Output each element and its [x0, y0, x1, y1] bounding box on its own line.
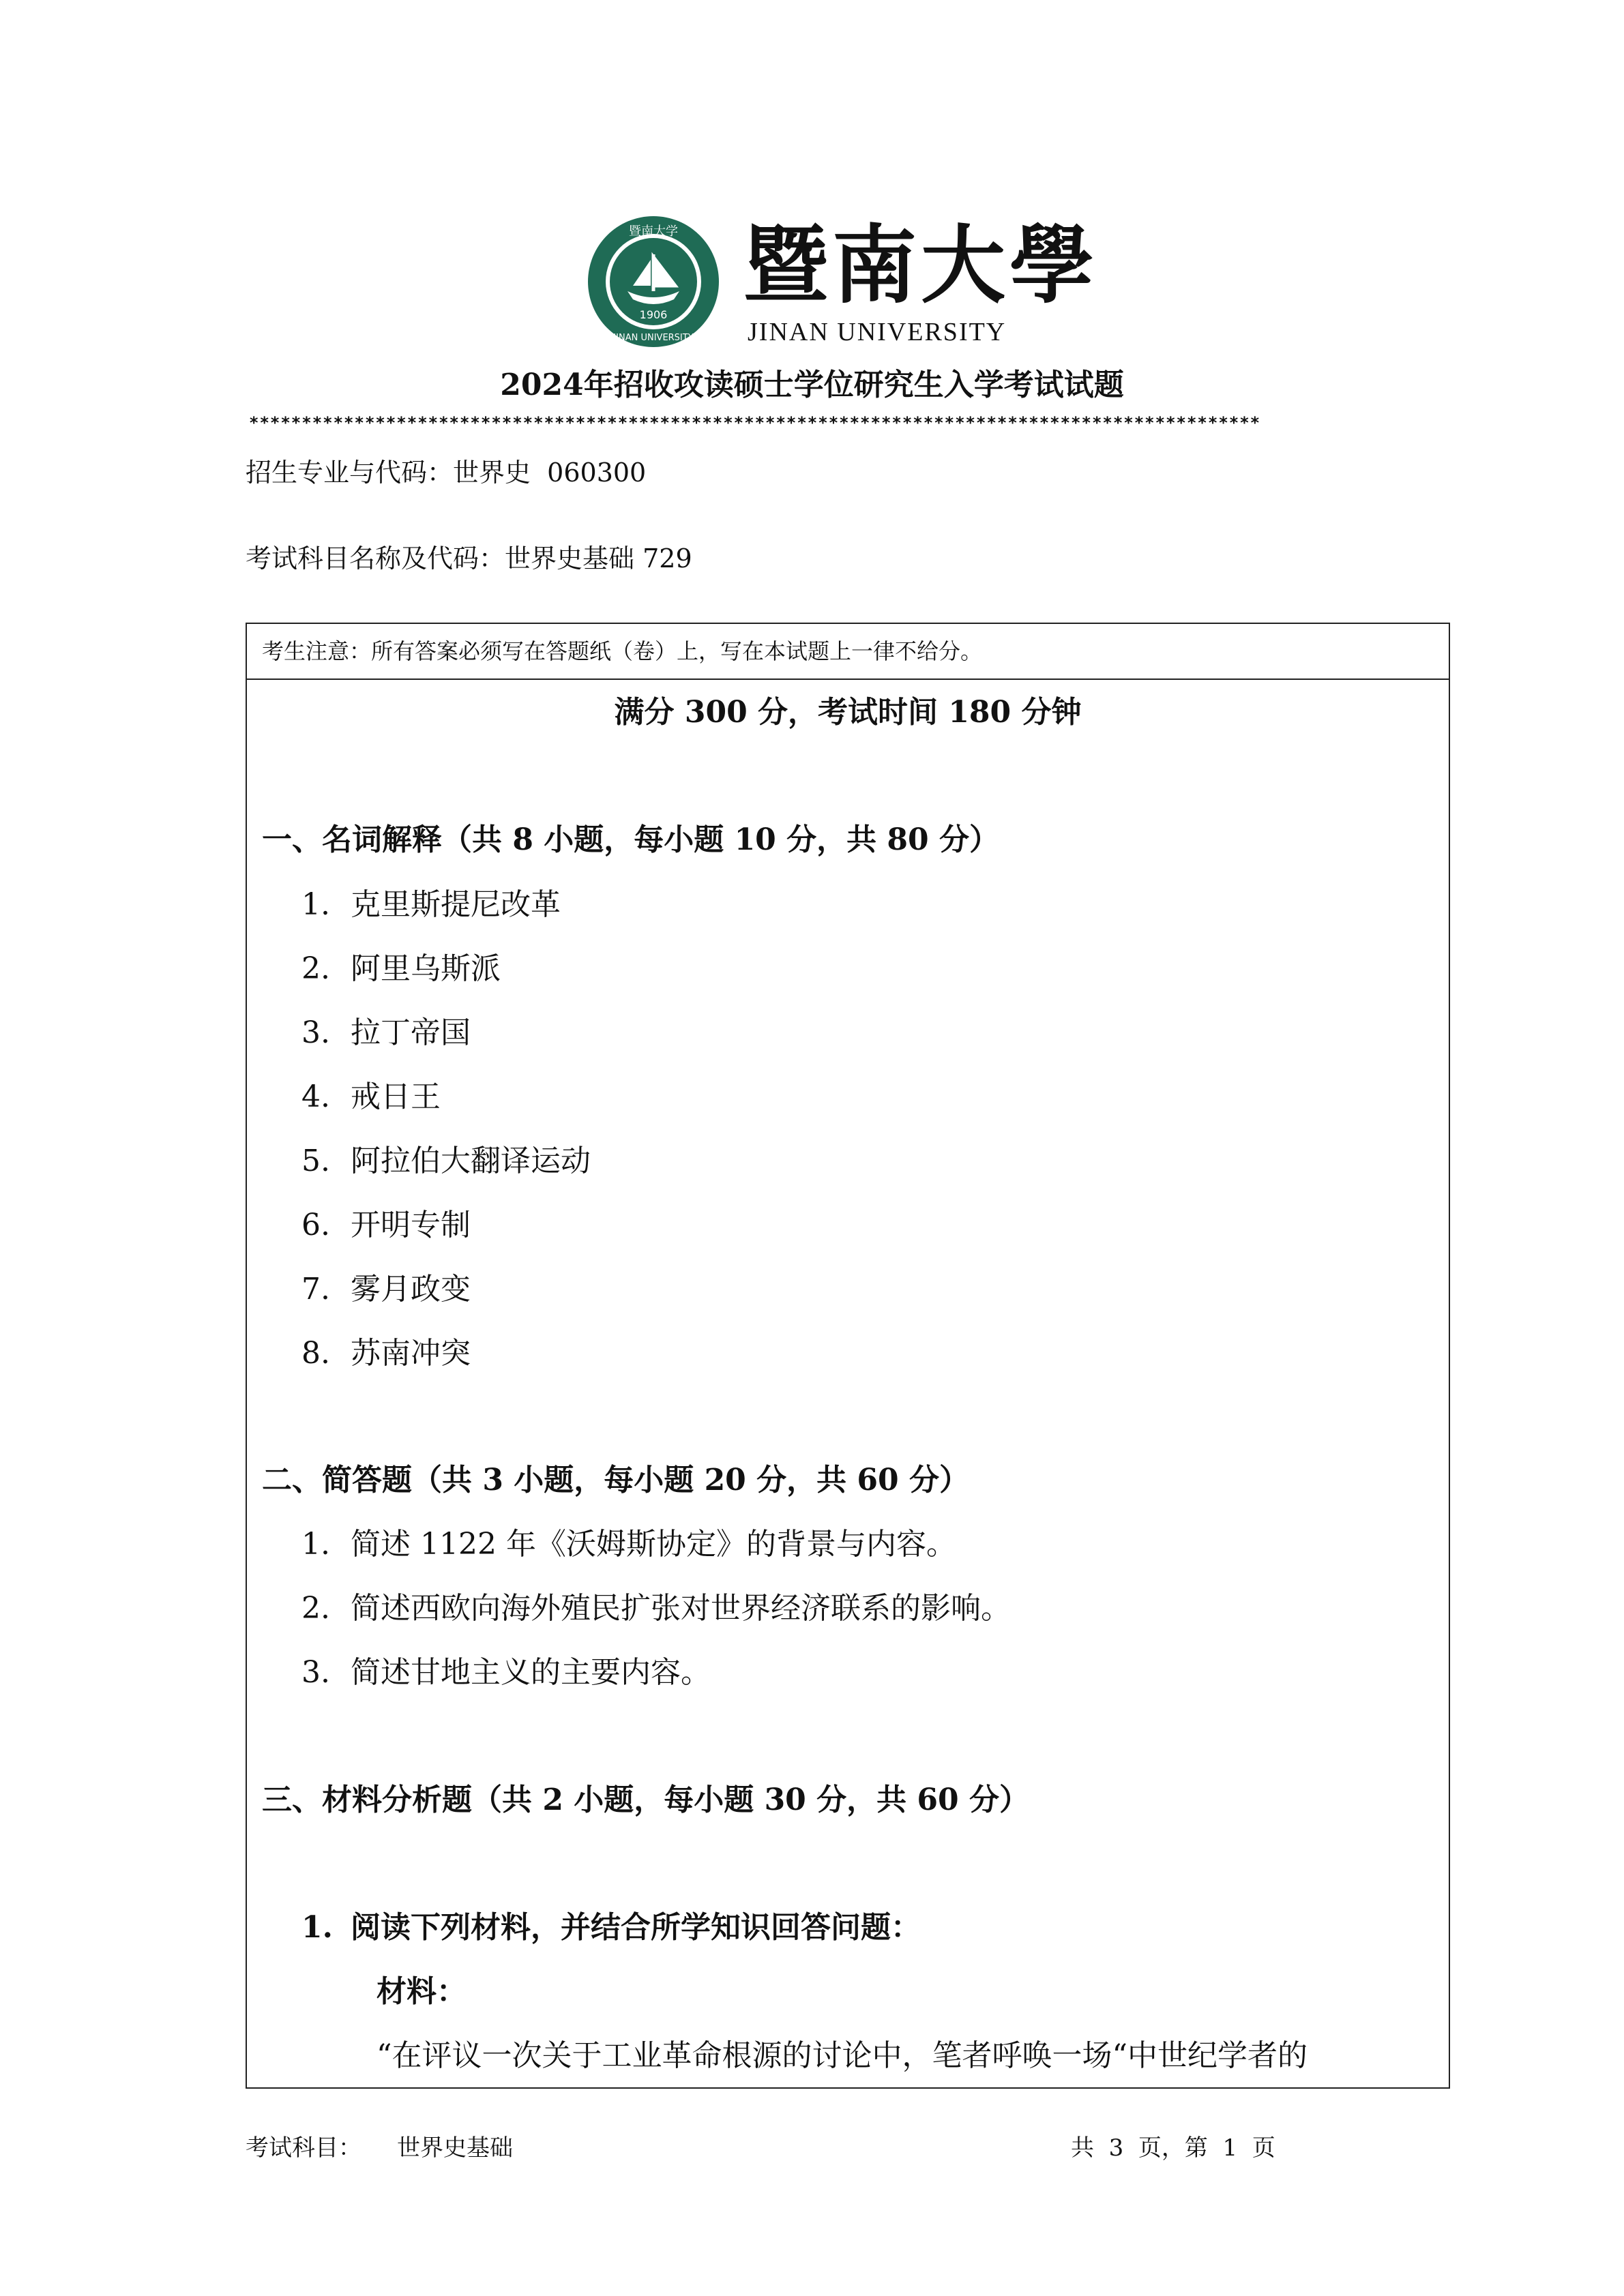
material-label: 材料：	[377, 1974, 467, 2009]
list-item: 3. 拉丁帝国	[301, 1015, 471, 1050]
footer-subject	[246, 2131, 513, 2165]
list-item: 6. 开明专制	[301, 1208, 471, 1242]
list-item: 1. 简述 1122 年《沃姆斯协定》的背景与内容。	[301, 1527, 956, 1562]
major-value: 世界史 060300	[453, 458, 647, 488]
major-label: 招生专业与代码：	[246, 458, 454, 488]
separator-line: ************************************************************************************************	[249, 413, 1261, 432]
candidate-notice: 考生注意：所有答案必须写在答题纸（卷）上，写在本试题上一律不给分。	[247, 624, 1449, 680]
footer-subject-value: 世界史基础	[397, 2134, 513, 2162]
university-seal-icon	[587, 215, 720, 348]
list-item: 3. 简述甘地主义的主要内容。	[301, 1655, 711, 1690]
list-item: 1. 阅读下列材料，并结合所学知识回答问题：	[301, 1910, 921, 1945]
total-score-line: 满分 300 分，考试时间 180 分钟	[614, 695, 1082, 730]
list-item: 7. 雾月政变	[301, 1272, 471, 1307]
material-text: “在评议一次关于工业革命根源的讨论中，笔者呼唤一场“中世纪学者的	[377, 2038, 1308, 2073]
list-item: 5. 阿拉伯大翻译运动	[301, 1144, 591, 1178]
university-logo	[587, 215, 1099, 351]
major-line	[246, 456, 646, 490]
question-frame	[246, 623, 1450, 2089]
university-name-en: JINAN UNIVERSITY	[748, 318, 1007, 346]
section-2-heading: 二、简答题（共 3 小题，每小题 20 分，共 60 分）	[262, 1463, 969, 1497]
list-item: 2. 阿里乌斯派	[301, 951, 501, 986]
list-item: 4. 戒日王	[301, 1079, 441, 1114]
subject-value: 世界史基础 729	[505, 543, 692, 573]
footer-page-info: 共 3 页，第 1 页	[1071, 2134, 1275, 2162]
list-item: 1. 克里斯提尼改革	[301, 887, 561, 922]
university-name-cn: 暨南大學	[743, 216, 1099, 315]
list-item: 2. 简述西欧向海外殖民扩张对世界经济联系的影响。	[301, 1591, 1011, 1626]
subject-line	[246, 541, 692, 576]
subject-label: 考试科目名称及代码：	[246, 543, 505, 573]
seal-text: 暨南大学	[629, 224, 678, 239]
seal-year: 1906	[639, 308, 668, 321]
section-3-heading: 三、材料分析题（共 2 小题，每小题 30 分，共 60 分）	[262, 1783, 1029, 1817]
exam-title: 2024年招收攻读硕士学位研究生入学考试试题	[500, 368, 1124, 402]
footer-subject-label: 考试科目：	[246, 2134, 361, 2162]
seal-ring-text: JINAN UNIVERSITY	[613, 333, 694, 343]
section-1-heading: 一、名词解释（共 8 小题，每小题 10 分，共 80 分）	[262, 822, 999, 857]
list-item: 8. 苏南冲突	[301, 1336, 471, 1371]
